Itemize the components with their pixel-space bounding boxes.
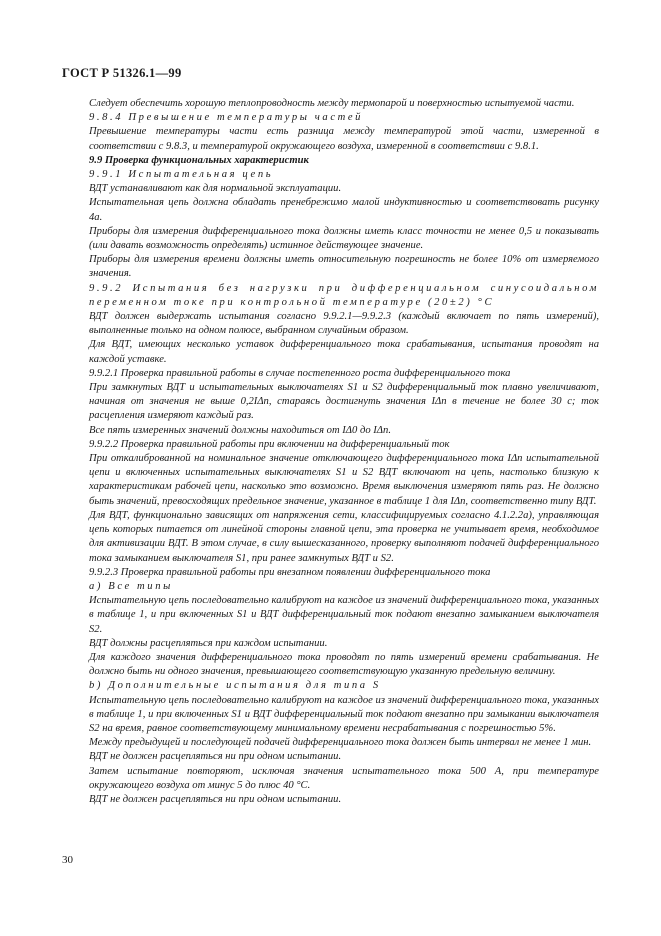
paragraph: ВДТ должен выдержать испытания согласно 9.9.2.1—9.9.2.3 (каждый включает по пять измерений), выполненные только на одном полюсе, выбранном случайным образом. [89,311,599,337]
paragraph: Для ВДТ, имеющих несколько уставок дифференциального тока срабатывания, испытания проводят на каждой уставке. [89,339,599,365]
section-heading: 9.9 Проверка функциональных характеристик [89,154,309,166]
subsection-heading: 9.9.1 Испытательная цепь [89,169,274,181]
subsection-heading: 9.9.2 Испытания без нагрузки при дифференциальном синусоидальном переменном токе при контрольной температуре (20±2) °С [89,282,599,308]
paragraph: При замкнутых ВДТ и испытательных выключателях S1 и S2 дифференциальный ток плавно увеличивают, начиная от значения не выше 0,2IΔn, стараясь достигнуть значения IΔn в течение не более 30 с; ток расцепления измеряют каждый раз. [89,382,599,422]
paragraph: 9.9.2.3 Проверка правильной работы при внезапном появлении дифференциального тока [89,566,491,578]
paragraph: Все пять измеренных значений должны находиться от IΔ0 до IΔn. [89,424,391,436]
paragraph: ВДТ должны расцепляться при каждом испытании. [89,637,328,649]
paragraph: Испытательную цепь последовательно калибруют на каждое из значений дифференциального тока, указанных в таблице 1, и при включенных S1 и ВДТ дифференциальный ток подают внезапно замыканием выключателя S2. [89,595,599,635]
paragraph: При откалиброванной на номинальное значение отключающего дифференциального тока IΔn испытательной цепи и включенных испытательных выключателях S1 и S2 ВДТ включают на цепь, настолько близкую к характеристикам рабочей цепи, насколько это возможно. Время выключения измеряют пять раз. Не должно быть значений, превосходящих предельное значение, указанное в таблице 1 для IΔn, соответственно типу ВДТ. [89,453,599,507]
paragraph: Превышение температуры части есть разница между температурой этой части, измеренной в соответствии с 9.8.3, и температурой окружающего воздуха, измеренной в соответствии с 9.8.1. [89,126,599,152]
paragraph: Затем испытание повторяют, исключая значения испытательного тока 500 А, при температуре окружающего воздуха от минус 5 до плюс 40 °С. [89,765,599,791]
paragraph: Испытательная цепь должна обладать пренебрежимо малой индуктивностью и соответствовать рисунку 4а. [89,197,599,223]
paragraph: Приборы для измерения дифференциального тока должны иметь класс точности не менее 0,5 и показывать (или давать возможность определять) истинное действующее значение. [89,225,599,252]
paragraph: Между предыдущей и последующей подачей дифференциального тока должен быть интервал не менее 1 мин. [89,737,592,749]
page-body [89,97,599,807]
paragraph: ВДТ не должен расцепляться ни при одном испытании. [89,751,342,763]
paragraph: Испытательную цепь последовательно калибруют на каждое из значений дифференциального тока, указанных в таблице 1, и при включенных S1 и ВДТ дифференциальный ток подают внезапно при замыкании выключателя S2 на время, равное соответствующему минимальному времени несрабатывания с погрешностью 5%. [89,694,599,734]
subsection-heading: 9.8.4 Превышение температуры частей [89,112,364,124]
document-header: ГОСТ Р 51326.1—99 [62,66,182,80]
paragraph: Следует обеспечить хорошую теплопроводность между термопарой и поверхностью испытуемой части. [89,98,575,109]
page-number: 30 [62,854,73,866]
paragraph: Для ВДТ, функционально зависящих от напряжения сети, классифицируемых согласно 4.1.2.2а), управляющая цепь которых питается от линейной стороны главной цепи, эта проверка не учитывает время, необходимое для активизации ВДТ. В этом случае, в силу вышесказанного, проверку выполняют подачей дифференциального тока замыканием выключателя S1, при ранее замкнутых ВДТ и S2. [89,509,599,564]
paragraph: 9.9.2.1 Проверка правильной работы в случае постепенного роста дифференциального тока [89,367,511,379]
paragraph: ВДТ устанавливают как для нормальной эксплуатации. [89,183,342,195]
list-heading: а) Все типы [89,580,173,592]
list-heading: b) Дополнительные испытания для типа S [89,680,381,692]
paragraph: ВДТ не должен расцепляться ни при одном испытании. [89,793,342,805]
paragraph: Для каждого значения дифференциального тока проводят по пять измерений времени срабатывания. Не должно быть ни одного значения, превышающего соответствующую указанную предельную величину. [89,651,599,678]
paragraph: Приборы для измерения времени должны иметь относительную погрешность не более 10% от измеряемого значения. [89,254,599,280]
paragraph: 9.9.2.2 Проверка правильной работы при включении на дифференциальный ток [89,438,450,450]
